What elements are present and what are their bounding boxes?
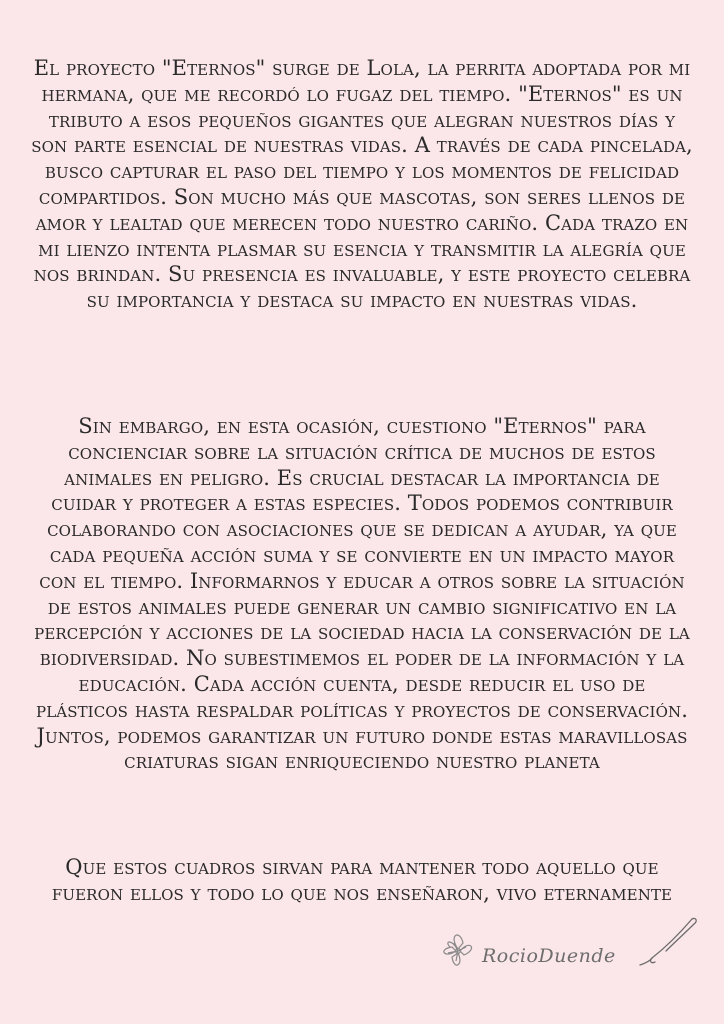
artist-signature (430, 913, 700, 983)
signature-text: RocioDuende (482, 945, 616, 967)
paragraph-intro: El proyecto "Eternos" surge de Lola, la perrita adoptada por mi hermana, que me recordó lo fugaz del tiempo. "Eternos" es un tributo a esos pequeños gigantes que alegran nuestros días y son parte esencial de nuestras vidas. A través de cada pincelada, busco capturar el paso del tiempo y los momentos de felicidad compartidos. Son mucho más que mascotas, son seres llenos de amor y lealtad que merecen todo nuestro cariño. Cada trazo en mi lienzo intenta plasmar su esencia y transmitir la alegría que nos brindan. Su presencia es invaluable, y este proyecto celebra su importancia y destaca su impacto en nuestras vidas. (31, 56, 693, 313)
paragraph-awareness: Sin embargo, en esta ocasión, cuestiono "Eternos" para concienciar sobre la situación crítica de muchos de estos animales en peligro. Es crucial destacar la importancia de cuidar y proteger a estas especies. Todos podemos contribuir colaborando con asociaciones que se dedican a ayudar, ya que cada pequeña acción suma y se convierte en un impacto mayor con el tiempo. Informarnos y educar a otros sobre la situación de estos animales puede generar un cambio significativo en la percepción y acciones de la sociedad hacia la conservación de la biodiversidad. No subestimemos el poder de la información y la educación. Cada acción cuenta, desde reducir el uso de plásticos hasta respaldar políticas y proyectos de conservación. Juntos, podemos garantizar un futuro donde estas maravillosas criaturas sigan enriqueciendo nuestro planeta (34, 414, 690, 774)
paragraph-closing: Que estos cuadros sirvan para mantener todo aquello que fueron ellos y todo lo que nos enseñaron, vivo eternamente (51, 855, 673, 905)
